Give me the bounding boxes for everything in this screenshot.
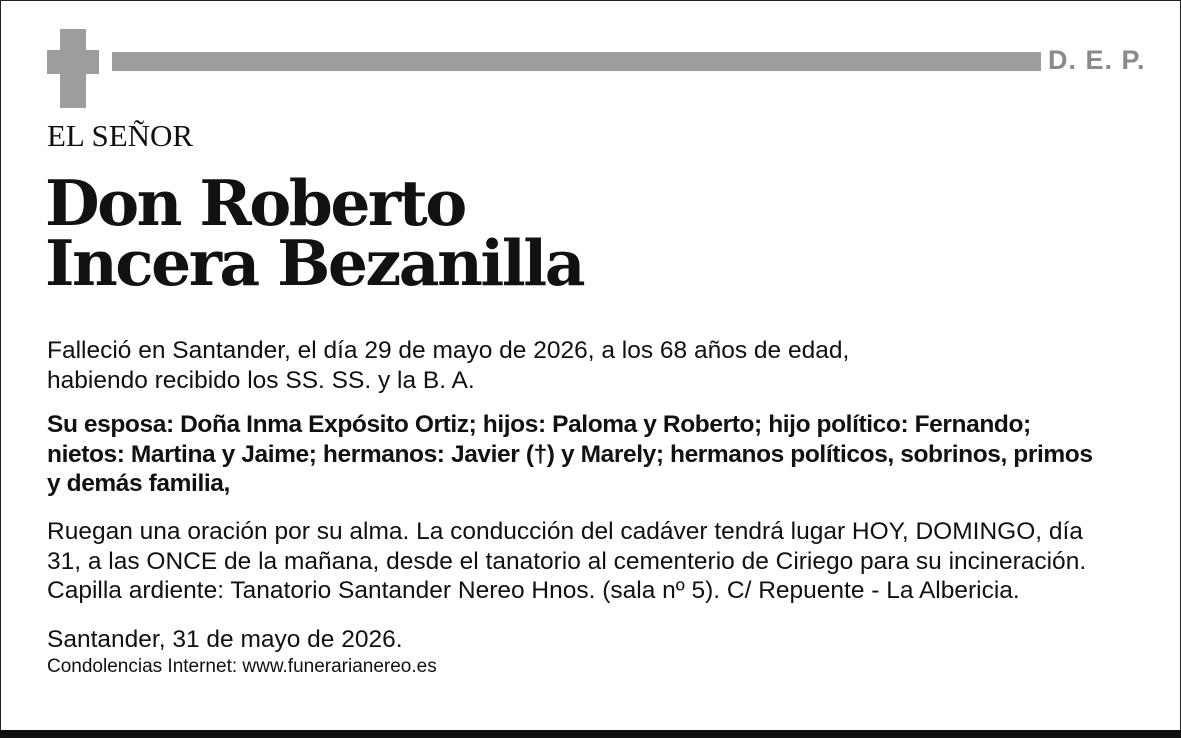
service-line: Ruegan una oración por su alma. La conducción del cadáver tendrá lugar HOY, DOMINGO, día xyxy=(47,518,1083,545)
header-rule xyxy=(112,52,1041,71)
dep-label: D. E. P. xyxy=(1048,45,1146,75)
cross-icon xyxy=(47,29,99,108)
place-date-text: Santander, 31 de mayo de 2026. xyxy=(47,626,403,653)
family-list xyxy=(47,410,1093,499)
deceased-name-line1: Don Roberto xyxy=(45,166,465,240)
death-notice xyxy=(47,336,849,395)
death-notice-line: Falleció en Santander, el día 29 de mayo de 2026, a los 68 años de edad, xyxy=(47,337,850,364)
death-notice-line: habiendo recibido los SS. SS. y la B. A. xyxy=(47,366,475,394)
deceased-name-line2: Incera Bezanilla xyxy=(45,226,584,300)
bottom-border xyxy=(0,730,1181,738)
family-line: nietos: Martina y Jaime; hermanos: Javier (†) y Marely; hermanos políticos, sobrinos, primos xyxy=(47,440,1093,468)
condolences-link[interactable]: Condolencias Internet: www.funerarianereo.es xyxy=(47,656,437,677)
family-line: y demás familia, xyxy=(47,470,230,497)
service-line: 31, a las ONCE de la mañana, desde el tanatorio al cementerio de Ciriego para su incineración. xyxy=(47,547,1087,575)
family-line: Su esposa: Doña Inma Expósito Ortiz; hijos: Paloma y Roberto; hijo político: Fernando; xyxy=(47,411,1031,438)
service-line: Capilla ardiente: Tanatorio Santander Nereo Hnos. (sala nº 5). C/ Repuente - La Albericia. xyxy=(47,577,1020,604)
service-details xyxy=(47,517,1086,606)
place-date xyxy=(47,625,403,655)
honorific-title: EL SEÑOR xyxy=(47,118,194,153)
